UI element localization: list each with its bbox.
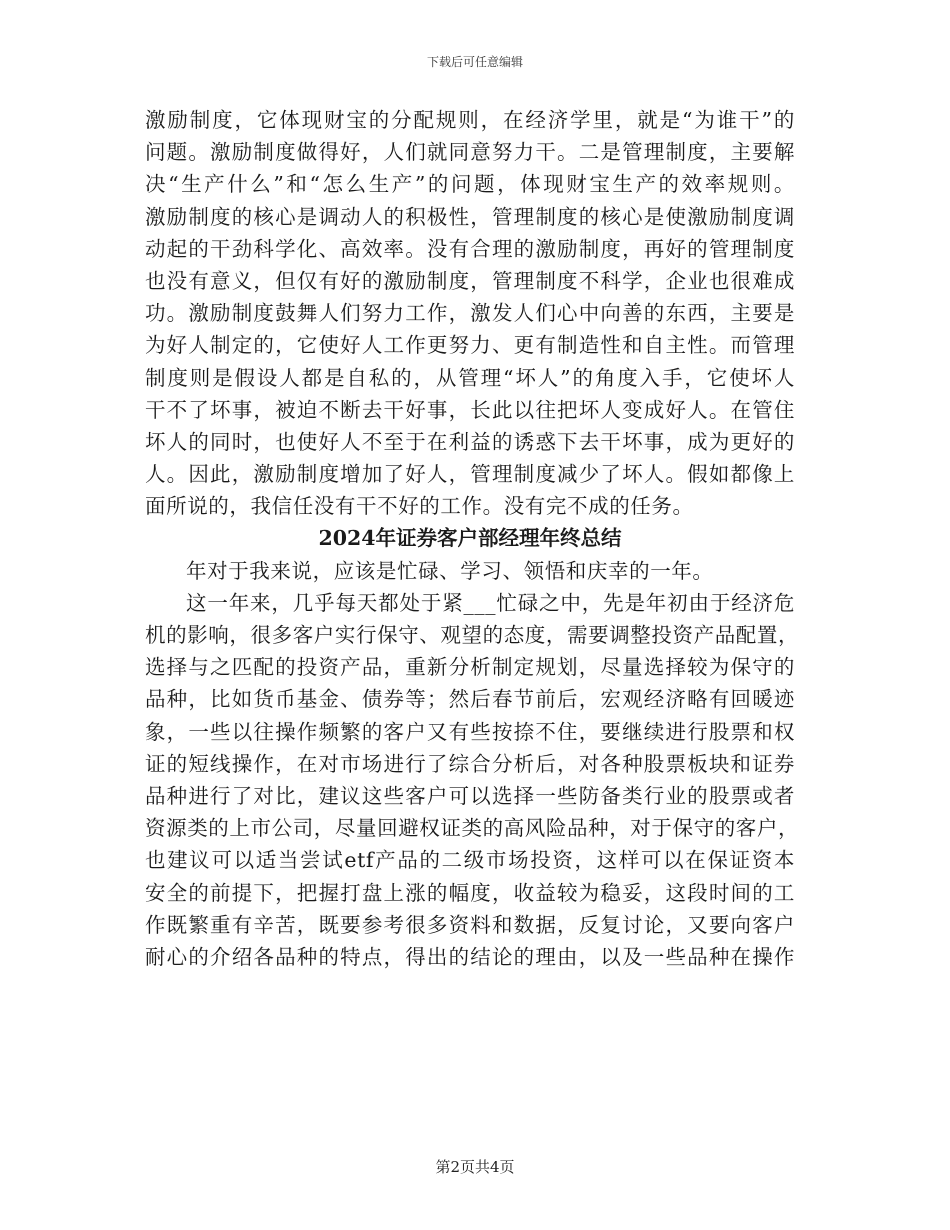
paragraph-line: 为好人制定的，它使好人工作更努力、更有制造性和自主性。而管理 (145, 333, 795, 358)
paragraph-first-line: 年对于我来说，应该是忙碌、学习、领悟和庆幸的一年。 (186, 558, 714, 583)
paragraph-line: 功。激励制度鼓舞人们努力工作，激发人们心中向善的东西，主要是 (145, 301, 795, 326)
paragraph-line: 也没有意义，但仅有好的激励制度，管理制度不科学，企业也很难成 (145, 268, 795, 293)
paragraph-first-line: 这一年来，几乎每天都处于紧___忙碌之中，先是年初由于经济危 (186, 590, 795, 615)
page-header: 下载后可任意编辑 (426, 55, 523, 69)
paragraph-line: 作既繁重有辛苦，既要参考很多资料和数据，反复讨论，又要向客户 (145, 912, 795, 937)
paragraph-line: 激励制度，它体现财宝的分配规则，在经济学里，就是“为谁干”的 (145, 108, 795, 132)
section-title: 2024年证券客户部经理年终总结 (318, 526, 622, 551)
paragraph-line: 动起的干劲科学化、高效率。没有合理的激励制度，再好的管理制度 (145, 236, 795, 261)
paragraph-line: 耐心的介绍各品种的特点，得出的结论的理由，以及一些品种在操作 (145, 944, 795, 969)
paragraph-line: 制度则是假设人都是自私的，从管理“坏人”的角度入手，它使坏人 (145, 365, 795, 390)
paragraph-line: 机的影响，很多客户实行保守、观望的态度，需要调整投资产品配置， (145, 623, 800, 647)
paragraph-line: 品种进行了对比，建议这些客户可以选择一些防备类行业的股票或者 (145, 783, 795, 808)
paragraph-line: 选择与之匹配的投资产品，重新分析制定规划，尽量选择较为保守的 (145, 655, 795, 680)
paragraph-line: 证的短线操作，在对市场进行了综合分析后，对各种股票板块和证券 (145, 751, 795, 776)
paragraph-line: 激励制度的核心是调动人的积极性，管理制度的核心是使激励制度调 (145, 204, 795, 229)
paragraph-line-last: 面所说的，我信任没有干不好的工作。没有完不成的任务。 (145, 494, 694, 519)
paragraph-line: 决“生产什么”和“怎么生产”的问题，体现财宝生产的效率规则。 (145, 172, 795, 197)
paragraph-line: 干不了坏事，被迫不断去干好事，长此以往把坏人变成好人。在管住 (145, 397, 795, 422)
paragraph-line: 安全的前提下，把握打盘上涨的幅度，收益较为稳妥，这段时间的工 (145, 880, 795, 905)
paragraph-line: 资源类的上市公司，尽量回避权证类的高风险品种，对于保守的客户， (145, 816, 800, 841)
paragraph-line: 也建议可以适当尝试etf产品的二级市场投资，这样可以在保证资本 (145, 848, 795, 873)
paragraph-line: 坏人的同时，也使好人不至于在利益的诱惑下去干坏事，成为更好的 (145, 429, 795, 454)
paragraph-line: 品种，比如货币基金、债券等；然后春节前后，宏观经济略有回暖迹 (145, 687, 795, 712)
page-footer: 第2页共4页 (435, 1158, 515, 1176)
paragraph-line: 象，一些以往操作频繁的客户又有些按捺不住，要继续进行股票和权 (145, 719, 795, 744)
document-body (145, 104, 800, 973)
paragraph-line: 问题。激励制度做得好，人们就同意努力干。二是管理制度，主要解 (145, 140, 795, 165)
paragraph-line: 人。因此，激励制度增加了好人，管理制度减少了坏人。假如都像上 (145, 462, 795, 487)
